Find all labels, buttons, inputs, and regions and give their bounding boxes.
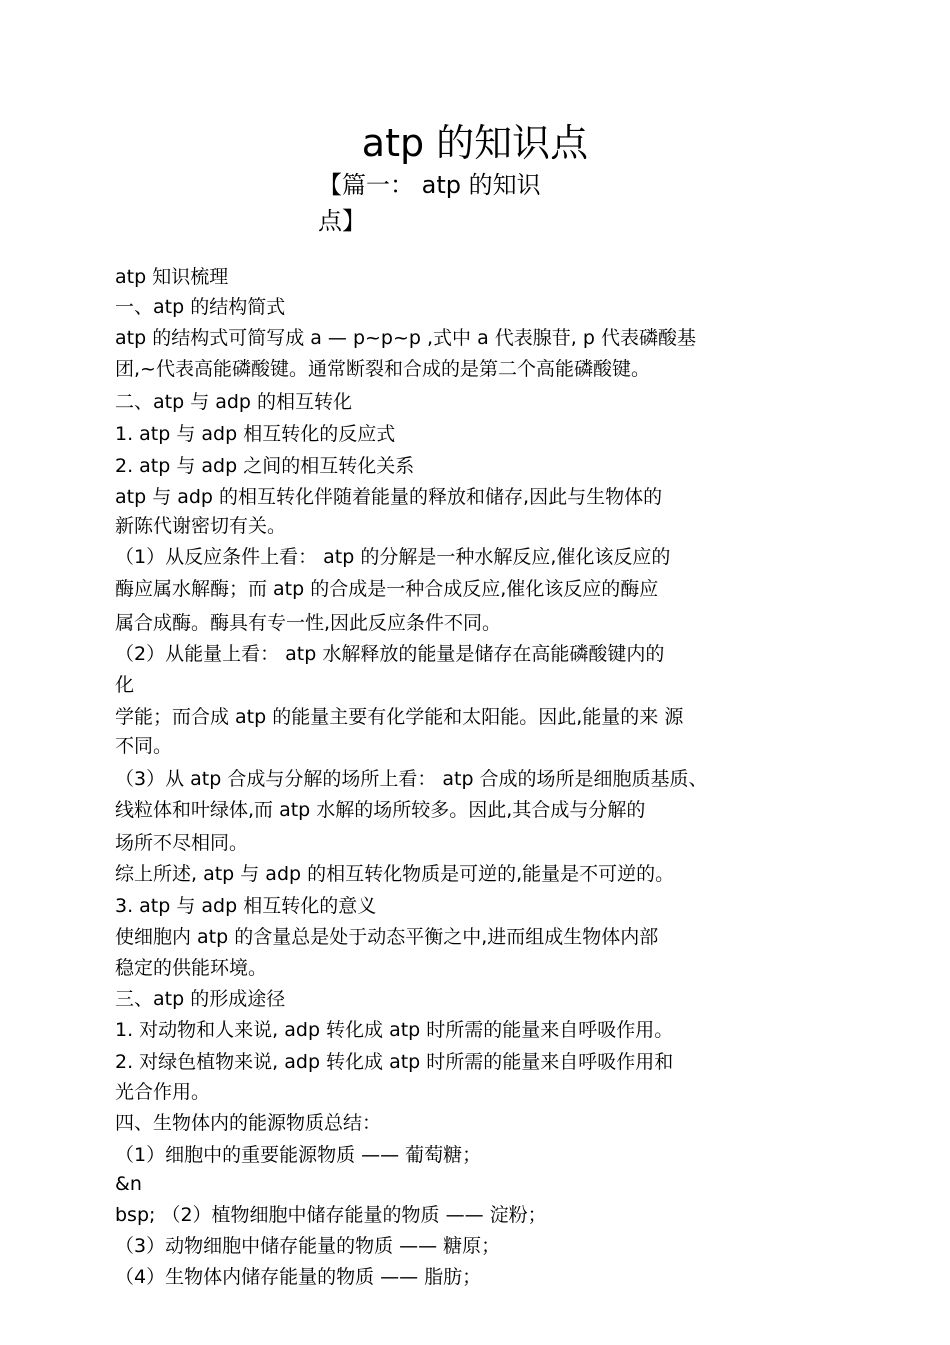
body-line: （2）从能量上看： atp 水解释放的能量是储存在高能磷酸键内的 — [115, 643, 665, 665]
body-line: 一、atp 的结构简式 — [115, 296, 286, 318]
body-line: 1. atp 与 adp 相互转化的反应式 — [115, 423, 396, 445]
body-line: 团,~代表高能磷酸键。通常断裂和合成的是第二个高能磷酸键。 — [115, 358, 650, 380]
body-line: 线粒体和叶绿体,而 atp 水解的场所较多。因此,其合成与分解的 — [115, 799, 646, 821]
body-line: 光合作用。 — [115, 1081, 211, 1103]
body-line: 四、生物体内的能源物质总结： — [115, 1112, 382, 1134]
body-line: 属合成酶。酶具有专一性,因此反应条件不同。 — [115, 612, 502, 634]
body-line: 场所不尽相同。 — [115, 832, 249, 854]
body-line: （3）动物细胞中储存能量的物质 —— 糖原； — [115, 1235, 501, 1257]
body-line: &n — [115, 1173, 142, 1195]
body-line: 化 — [115, 674, 135, 696]
body-line: 三、atp 的形成途径 — [115, 988, 286, 1010]
body-line: 稳定的供能环境。 — [115, 957, 268, 979]
body-line: 2. 对绿色植物来说, adp 转化成 atp 时所需的能量来自呼吸作用和 — [115, 1051, 674, 1073]
body-line: 二、atp 与 adp 的相互转化 — [115, 391, 353, 413]
body-line: 使细胞内 atp 的含量总是处于动态平衡之中,进而组成生物体内部 — [115, 926, 659, 948]
section-heading-line-1: 【篇一： atp 的知识 — [318, 171, 541, 199]
body-line: （4）生物体内储存能量的物质 —— 脂肪； — [115, 1266, 482, 1288]
body-line: 新陈代谢密切有关。 — [115, 515, 287, 537]
body-line: （1）从反应条件上看： atp 的分解是一种水解反应,催化该反应的 — [115, 546, 671, 568]
document-title: atp 的知识点 — [361, 121, 589, 165]
body-line: atp 的结构式可简写成 a — p~p~p ,式中 a 代表腺苷, p 代表磷酸基 — [115, 327, 696, 349]
body-line: atp 与 adp 的相互转化伴随着能量的释放和储存,因此与生物体的 — [115, 486, 663, 508]
body-line: 不同。 — [115, 735, 173, 757]
body-line: 3. atp 与 adp 相互转化的意义 — [115, 895, 377, 917]
body-line: 综上所述, atp 与 adp 的相互转化物质是可逆的,能量是不可逆的。 — [115, 863, 675, 885]
section-heading-line-2: 点】 — [318, 207, 366, 235]
body-line: 酶应属水解酶；而 atp 的合成是一种合成反应,催化该反应的酶应 — [115, 578, 659, 600]
body-line: 1. 对动物和人来说, adp 转化成 atp 时所需的能量来自呼吸作用。 — [115, 1019, 674, 1041]
body-line: 2. atp 与 adp 之间的相互转化关系 — [115, 455, 415, 477]
body-line: 学能；而合成 atp 的能量主要有化学能和太阳能。因此,能量的来 源 — [115, 706, 684, 728]
body-line: （3）从 atp 合成与分解的场所上看： atp 合成的场所是细胞质基质、 — [115, 768, 708, 790]
body-line: bsp; （2）植物细胞中储存能量的物质 —— 淀粉； — [115, 1204, 547, 1226]
body-line: （1）细胞中的重要能源物质 —— 葡萄糖； — [115, 1144, 482, 1166]
body-line: atp 知识梳理 — [115, 266, 229, 288]
